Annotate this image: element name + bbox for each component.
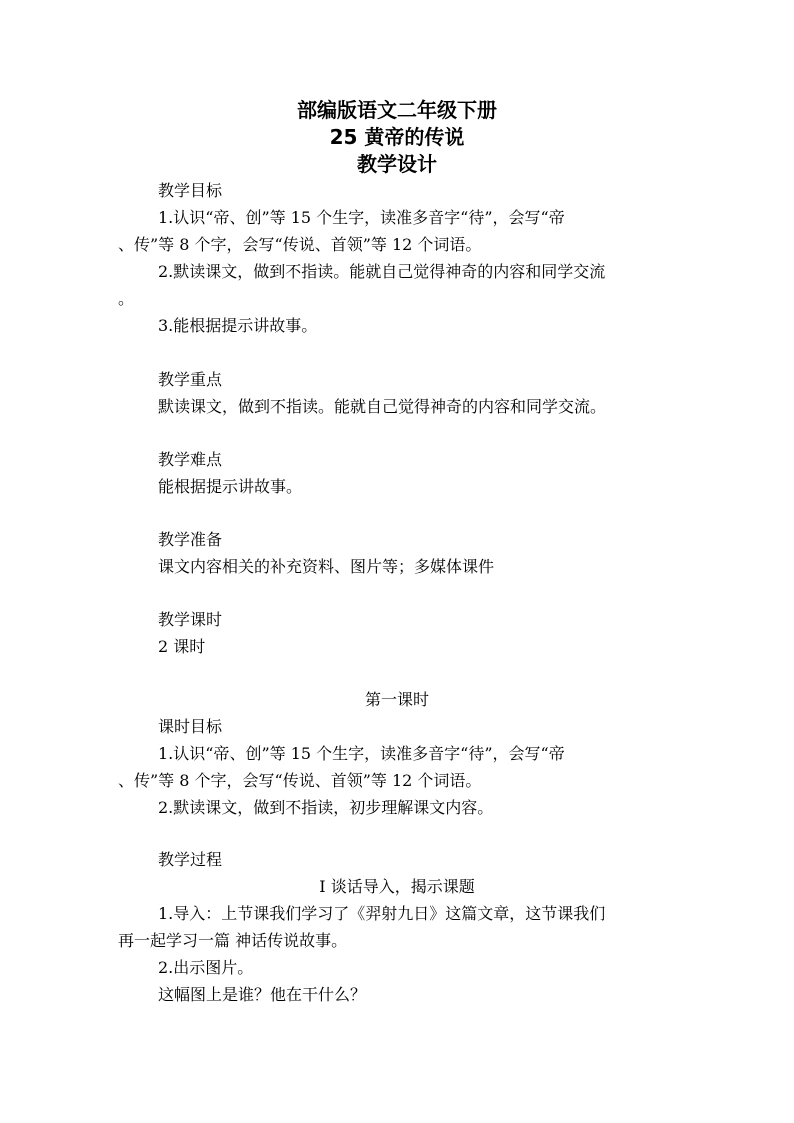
lesson-1-objective-1-line-2: 、传”等 8 个字，会写“传说、首领”等 12 个词语。	[118, 771, 482, 790]
document-title-lesson: 25 黄帝的传说	[329, 125, 465, 149]
objective-2-line-1: 2.默读课文，做到不指读。能就自己觉得神奇的内容和同学交流	[158, 262, 606, 281]
key-points-text: 默读课文，做到不指读。能就自己觉得神奇的内容和同学交流。	[158, 397, 607, 416]
step-1-line-2: 再一起学习一篇 神话传说故事。	[118, 931, 348, 950]
document-title-grade: 部编版语文二年级下册	[297, 98, 497, 122]
periods-heading: 教学课时	[158, 610, 223, 629]
document-title-design: 教学设计	[357, 152, 437, 176]
objective-3: 3.能根据提示讲故事。	[158, 316, 318, 335]
preparation-heading: 教学准备	[158, 530, 223, 549]
step-2: 2.出示图片。	[158, 958, 254, 977]
periods-text: 2 课时	[158, 637, 206, 656]
difficulties-heading: 教学难点	[158, 450, 223, 469]
step-2-question: 这幅图上是谁？他在干什么？	[158, 985, 367, 1004]
objective-1-line-2: 、传”等 8 个字，会写“传说、首领”等 12 个词语。	[118, 235, 482, 254]
key-points-heading: 教学重点	[158, 370, 223, 389]
step-1-line-1: 1.导入：上节课我们学习了《羿射九日》这篇文章，这节课我们	[158, 904, 606, 923]
objective-1-line-1: 1.认识“帝、创”等 15 个生字，读准多音字“待”，会写“帝	[158, 208, 565, 227]
process-heading: 教学过程	[158, 850, 223, 869]
lesson-1-objectives-heading: 课时目标	[158, 717, 223, 736]
objectives-heading: 教学目标	[158, 181, 223, 200]
objective-2-line-2: 。	[118, 289, 135, 308]
lesson-1-heading: 第一课时	[364, 690, 429, 709]
preparation-text: 课文内容相关的补充资料、图片等；多媒体课件	[158, 557, 495, 576]
section-1-title: Ⅰ 谈话导入，揭示课题	[319, 877, 475, 896]
lesson-1-objective-2: 2.默读课文，做到不指读，初步理解课文内容。	[158, 798, 494, 817]
lesson-1-objective-1-line-1: 1.认识“帝、创”等 15 个生字，读准多音字“待”，会写“帝	[158, 744, 565, 763]
difficulties-text: 能根据提示讲故事。	[158, 477, 303, 496]
